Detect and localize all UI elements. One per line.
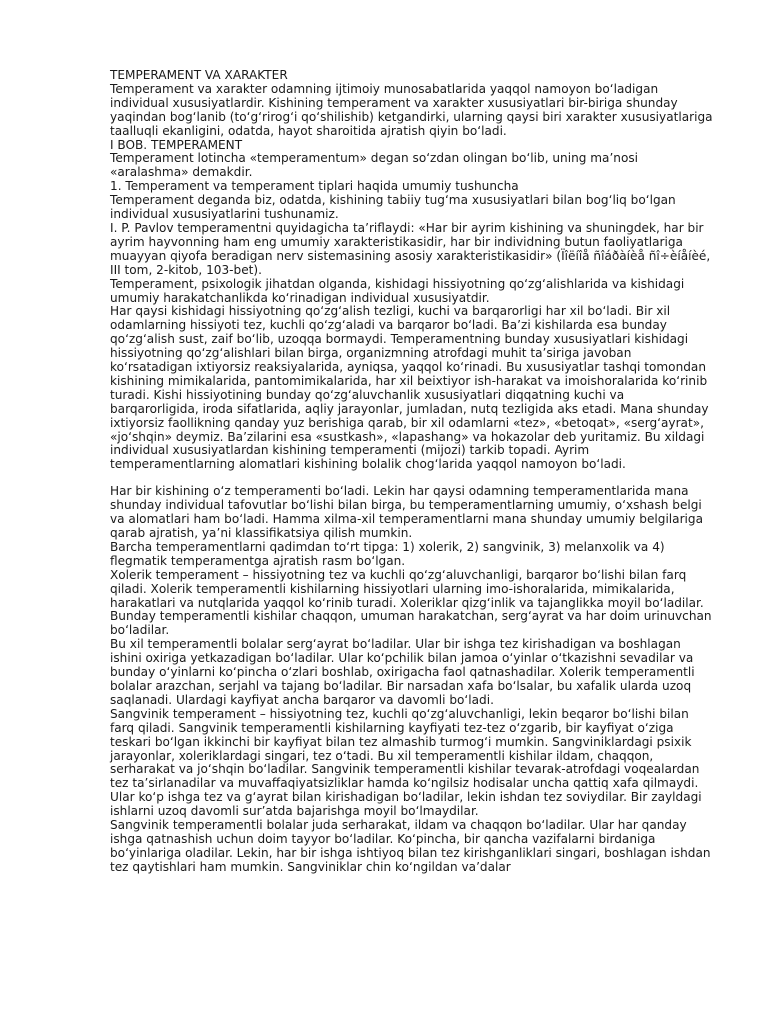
document-body <box>110 69 715 875</box>
document-title: TEMPERAMENT VA XARAKTER <box>110 68 288 82</box>
paragraph: Har bir kishining o‘z temperamenti bo‘ladi. Lekin har qaysi odamning temperamentlarida mana shunday individual tafovutlar bo‘lishi bilan birga, bu temperamentlarning umumiy, o‘xshash belgi va alomatlari ham bo‘ladi. Hamma xilma-xil temperamentlarni mana shunday umumiy belgilariga qarab ajratish, ya’ni klassifikatsiya qilish mumkin. <box>110 484 704 540</box>
paragraph: Sangvinik temperament – hissiyotning tez, kuchli qo‘zg‘aluvchanligi, lekin beqaror bo‘lishi bilan farq qiladi. Sangvinik temperamentli kishilarning kayfiyati tez-tez o‘zgarib, bir kayfiyat o‘ziga teskari bo‘lgan ikkinchi bir kayfiyat bilan tez almashib turmog‘i mumkin. Sangviniklardagi psixik jarayonlar, xoleriklardagi singari, tez o‘tadi. Bu xil temperamentli kishilar ildam, chaqqon, serharakat va jo‘shqin bo‘ladilar. Sangvinik temperamentli kishilar tevarak-atrofdagi voqealardan tez ta’sirlanadilar va muvaffaqiyatsizliklar hamda ko‘ngilsiz hodisalar uncha qattiq xafa qilmaydi. Ular ko‘p ishga tez va g‘ayrat bilan kirishadigan bo‘ladilar, lekin ishdan tez soviydilar. Bir zayldagi ishlarni uzoq davomli sur’atda bajarishga moyil bo‘lmaydilar. <box>110 706 702 819</box>
paragraph: Barcha temperamentlarni qadimdan to‘rt tipga: 1) xolerik, 2) sangvinik, 3) melanxolik va 4) flegmatik temperamentga ajratish rasm bo‘lgan. <box>110 539 665 568</box>
paragraph: Temperament deganda biz, odatda, kishining tabiiy tug‘ma xususiyatlari bilan bog‘liq bo‘lgan individual xususiyatlarini tushunamiz. <box>110 193 676 222</box>
paragraph: I. P. Pavlov temperamentni quyidagicha ta’riflaydi: «Har bir ayrim kishining va shuningdek, har bir ayrim hayvonning ham eng umumiy xarakteristikasidir, har bir individning butun faoliyatlariga muayyan qiyofa beradigan nerv sistemasining asosiy xarakteristikasidir» (Ïîëíîå ñîáðàíèå ñî÷èíåíèé, III tom, 2-kitob, 103-bet). <box>110 220 711 277</box>
chapter-heading: I BOB. TEMPERAMENT <box>110 137 243 152</box>
section-heading: 1. Temperament va temperament tiplari haqida umumiy tushuncha <box>110 179 519 194</box>
paragraph: Xolerik temperament – hissiyotning tez va kuchli qo‘zg‘aluvchanligi, barqaror bo‘lishi bilan farq qiladi. Xolerik temperamentli kishilarning hissiyotlari ularning imo-ishoralarida, mimikalarida, harakatlari va nutqlarida yaqqol ko‘rinib turadi. Xoleriklar qizg‘inlik va tajanglikka moyil bo‘ladilar. Bunday temperamentli kishilar chaqqon, umuman harakatchan, serg‘ayrat va har doim urinuvchan bo‘ladilar. <box>110 567 712 638</box>
intro-paragraph: Temperament va xarakter odamning ijtimoiy munosabatlarida yaqqol namoyon bo‘ladigan individual xususiyatlardir. Kishining temperament va xarakter xususiyatlari bir-biriga shunday yaqindan bog‘lanib (to‘g‘rirog‘i qo‘shilishib) ketgandirki, ularning qaysi biri xarakter xususiyatlariga taalluqli ekanligini, odatda, hayot sharoitida ajratish qiyin bo‘ladi. <box>110 81 713 138</box>
paragraph: Bu xil temperamentli bolalar serg‘ayrat bo‘ladilar. Ular bir ishga tez kirishadigan va boshlagan ishini oxiriga yetkazadigan bo‘ladilar. Ular ko‘pchilik bilan jamoa o‘yinlar o‘tkazishni sevadilar va bunday o‘yinlarni ko‘pincha o‘zlari boshlab, oxirigacha faol qatnashadilar. Xolerik temperamentli bolalar arazchan, serjahl va tajang bo‘ladilar. Bir narsadan xafa bo‘lsalar, bu xafalik ularda uzoq saqlanadi. Ulardagi kayfiyat ancha barqaror va davomli bo‘ladi. <box>110 637 695 707</box>
paragraph: Temperament, psixologik jihatdan olganda, kishidagi hissiyotning qo‘zg‘alishlarida va kishidagi umumiy harakatchanlikda ko‘rinadigan individual xususiyatdir. <box>110 276 685 305</box>
paragraph: Sangvinik temperamentli bolalar juda serharakat, ildam va chaqqon bo‘ladilar. Ular har qanday ishga qatnashish uchun doim tayyor bo‘ladilar. Ko‘pincha, bir qancha vazifalarni birdaniga bo‘yinlariga oladilar. Lekin, har bir ishga ishtiyoq bilan tez kirishganliklari singari, boshlagan ishdan tez qaytishlari ham mumkin. Sangviniklar chin ko‘ngildan va’dalar <box>110 818 711 874</box>
paragraph: Temperament lotincha «temperamentum» degan so‘zdan olingan bo‘lib, uning ma’nosi «aralashma» demakdir. <box>110 151 639 180</box>
paragraph: Har qaysi kishidagi hissiyotning qo‘zg‘alish tezligi, kuchi va barqarorligi har xil bo‘ladi. Bir xil odamlarning hissiyoti tez, kuchli qo‘zg‘aladi va barqaror bo‘ladi. Ba’zi kishilarda esa bunday qo‘zg‘alish sust, zaif bo‘lib, uzoqqa bormaydi. Temperamentning bunday xususiyatlari kishidagi hissiyotning qo‘zg‘alishlari bilan birga, organizmning atrofdagi muhit ta’siriga javoban ko‘rsatadigan ixtiyorsiz reaksiyalarida, ayniqsa, yaqqol ko‘rinadi. Bu xususiyatlar tashqi tomondan kishining mimikalarida, pantomimikalarida, har xil beixtiyor ish-harakat va imoishoralarida ko‘rinib turadi. Kishi hissiyotining bunday qo‘zg‘aluvchanlik xususiyatlari diqqatning kuchi va barqarorligida, iroda sifatlarida, aqliy jarayonlar, jumladan, nutq tezligida aks etadi. Mana shunday ixtiyorsiz faollikning qanday yuz berishiga qarab, bir xil odamlarni «tez», «betoqat», «serg‘ayrat», «jo‘shqin» deymiz. Ba’zilarini esa «sustkash», «lapashang» va hokazolar deb yuritamiz. Bu xildagi individual xususiyatlardan kishining temperamenti (mijozi) tarkib topadi. Ayrim temperamentlarning alomatlari kishining bolalik chog‘larida yaqqol namoyon bo‘ladi. <box>110 304 709 472</box>
